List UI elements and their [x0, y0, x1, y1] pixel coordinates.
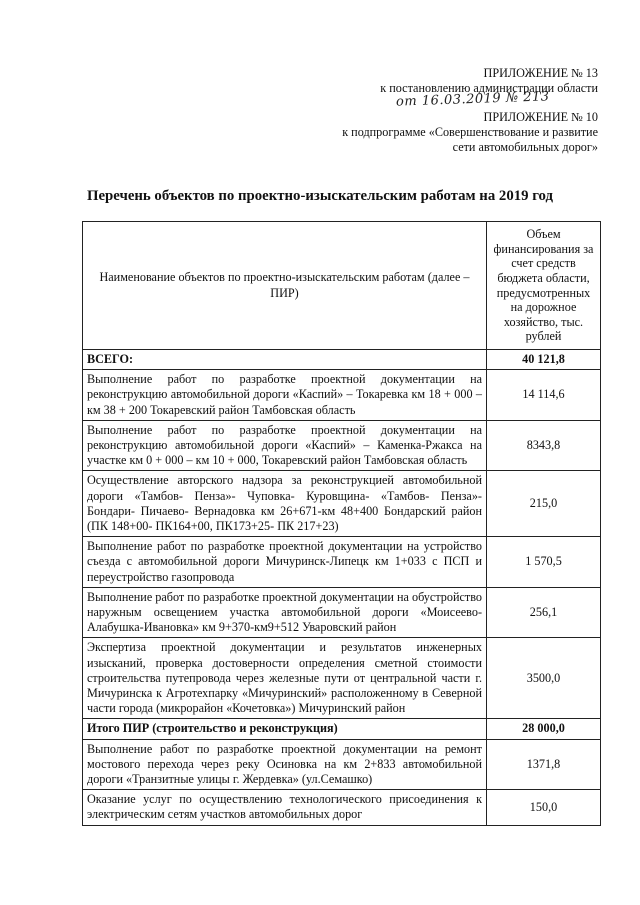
row-name: Экспертиза проектной документации и результатов инженерных изысканий, проверка достоверности определения сметной стоимости строительства путепровода через железные пути от центральной части г. Мичуринска к Агротехпарку «Мичуринский» расположенному в Северной части города (микрорайон «Кочетовка») Мичуринский район: [83, 638, 487, 719]
row-name: Выполнение работ по разработке проектной документации на обустройство наружным освещением участка автомобильной дороги «Моисеево-Алабушка-Ивановка» км 9+370-км9+512 Уваровский район: [83, 587, 487, 638]
handwritten-date-number: от 16.03.2019 № 213: [395, 89, 550, 110]
document-title: Перечень объектов по проектно-изыскательским работам на 2019 год: [86, 188, 554, 204]
row-name: Выполнение работ по разработке проектной документации на ремонт мостового перехода через реку Осиновка на км 2+833 автомобильной дороги «Транзитные улицы г. Жердевка» (ул.Семашко): [83, 739, 487, 790]
table-row: [83, 537, 601, 588]
table-row: [83, 587, 601, 638]
subprogram-reference-line-2: сети автомобильных дорог»: [452, 140, 598, 154]
objects-table: [82, 221, 601, 826]
row-value: 1 570,5: [487, 537, 601, 588]
appendix-13-label: ПРИЛОЖЕНИЕ № 13: [483, 66, 598, 80]
column-header-funding: Объем финансирования за счет средств бюджета области, предусмотренных на дорожное хозяйство, тыс. рублей: [487, 222, 601, 350]
row-name: ВСЕГО:: [83, 350, 487, 370]
row-name: Осуществление авторского надзора за реконструкцией автомобильной дороги «Тамбов- Пенза»- Чуповка- Куровщина- «Тамбов- Пенза»- Бондари- Пичаево- Вернадовка км 26+671-км 48+400 Бондарский район (ПК 148+00- ПК164+00, ПК173+25- ПК 217+23): [83, 471, 487, 537]
row-value: 28 000,0: [487, 719, 601, 739]
table-row: [83, 739, 601, 790]
resolution-reference: к постановлению администрации области: [380, 81, 598, 95]
appendix-10-label: ПРИЛОЖЕНИЕ № 10: [483, 110, 598, 124]
row-value: 1371,8: [487, 739, 601, 790]
table-row-total: [83, 350, 601, 370]
table-header-row: [83, 222, 601, 350]
subprogram-reference-line-1: к подпрограмме «Совершенствование и развитие: [342, 125, 598, 139]
row-name: Оказание услуг по осуществлению технологического присоединения к электрическим сетям участков автомобильных дорог: [83, 790, 487, 825]
row-value: 8343,8: [487, 420, 601, 471]
row-name: Итого ПИР (строительство и реконструкция): [83, 719, 487, 739]
column-header-name: Наименование объектов по проектно-изыскательским работам (далее – ПИР): [83, 222, 487, 350]
row-value: 215,0: [487, 471, 601, 537]
row-name: Выполнение работ по разработке проектной документации на реконструкцию автомобильной дороги «Каспий» – Токаревка км 18 + 000 – км 38 + 200 Токаревский район Тамбовская область: [83, 370, 487, 421]
table-row: [83, 471, 601, 537]
row-value: 150,0: [487, 790, 601, 825]
table-row: [83, 420, 601, 471]
row-value: 256,1: [487, 587, 601, 638]
row-name: Выполнение работ по разработке проектной документации на устройство съезда с автомобильной дороги Мичуринск-Липецк км 1+033 с ПСП и переустройство газопровода: [83, 537, 487, 588]
subprogram-header: [342, 110, 598, 155]
table-row: [83, 370, 601, 421]
table-row: [83, 790, 601, 825]
row-value: 3500,0: [487, 638, 601, 719]
table-row-subtotal: [83, 719, 601, 739]
row-value: 14 114,6: [487, 370, 601, 421]
table-row: [83, 638, 601, 719]
row-name: Выполнение работ по разработке проектной документации на реконструкцию автомобильной дороги «Каспий» – Каменка-Ржакса на участке км 0 + 000 – км 10 + 000, Токаревский район Тамбовская область: [83, 420, 487, 471]
row-value: 40 121,8: [487, 350, 601, 370]
